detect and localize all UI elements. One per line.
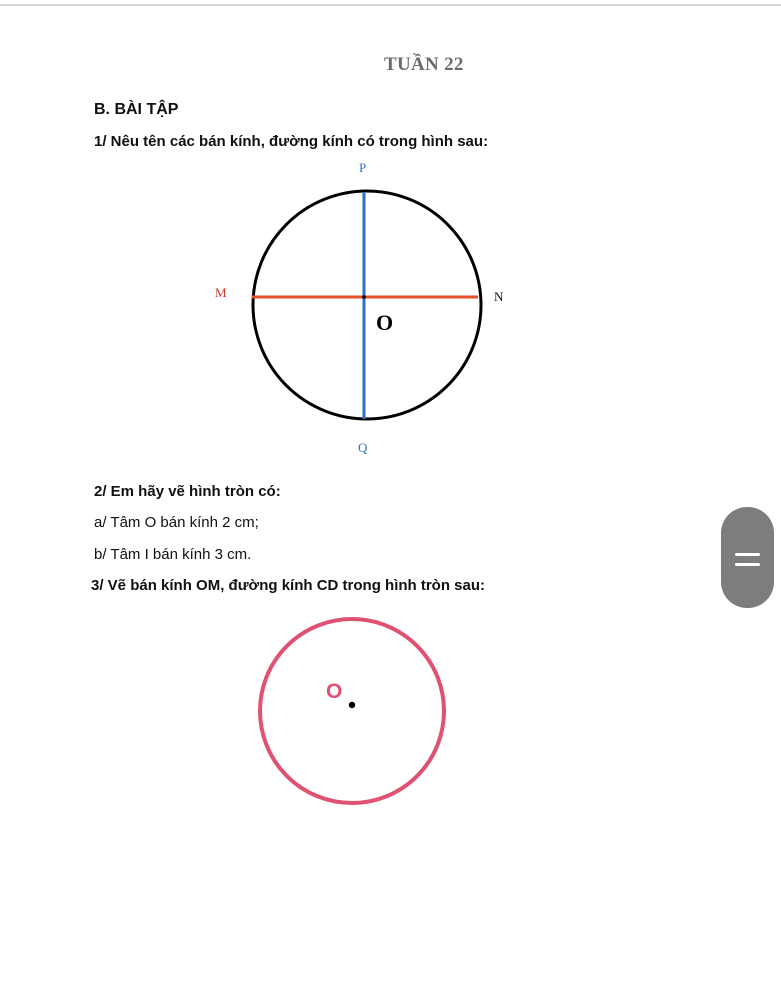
label-q: Q bbox=[358, 440, 368, 455]
center-dot-o-pink bbox=[349, 702, 355, 708]
question-2b: b/ Tâm I bán kính 3 cm. bbox=[94, 546, 252, 563]
label-n: N bbox=[494, 289, 504, 304]
question-3: 3/ Vẽ bán kính OM, đường kính CD trong hình tròn sau: bbox=[91, 577, 486, 594]
scroll-handle[interactable] bbox=[721, 507, 774, 608]
question-2a: a/ Tâm O bán kính 2 cm; bbox=[94, 514, 259, 531]
drag-handle-icon bbox=[735, 553, 760, 556]
page-title: TUẦN 22 bbox=[384, 54, 464, 75]
label-m: M bbox=[215, 285, 227, 300]
section-heading: B. BÀI TẬP bbox=[94, 101, 179, 118]
label-o: O bbox=[376, 310, 394, 335]
circle-o-pink bbox=[260, 619, 444, 803]
question-2: 2/ Em hãy vẽ hình tròn có: bbox=[94, 483, 281, 500]
label-o-pink: O bbox=[326, 680, 343, 703]
label-p: P bbox=[359, 160, 367, 175]
center-dot-o bbox=[362, 295, 366, 299]
circle-o bbox=[253, 191, 481, 419]
drag-handle-icon-bar bbox=[735, 563, 760, 566]
question-1: 1/ Nêu tên các bán kính, đường kính có trong hình sau: bbox=[94, 133, 489, 150]
